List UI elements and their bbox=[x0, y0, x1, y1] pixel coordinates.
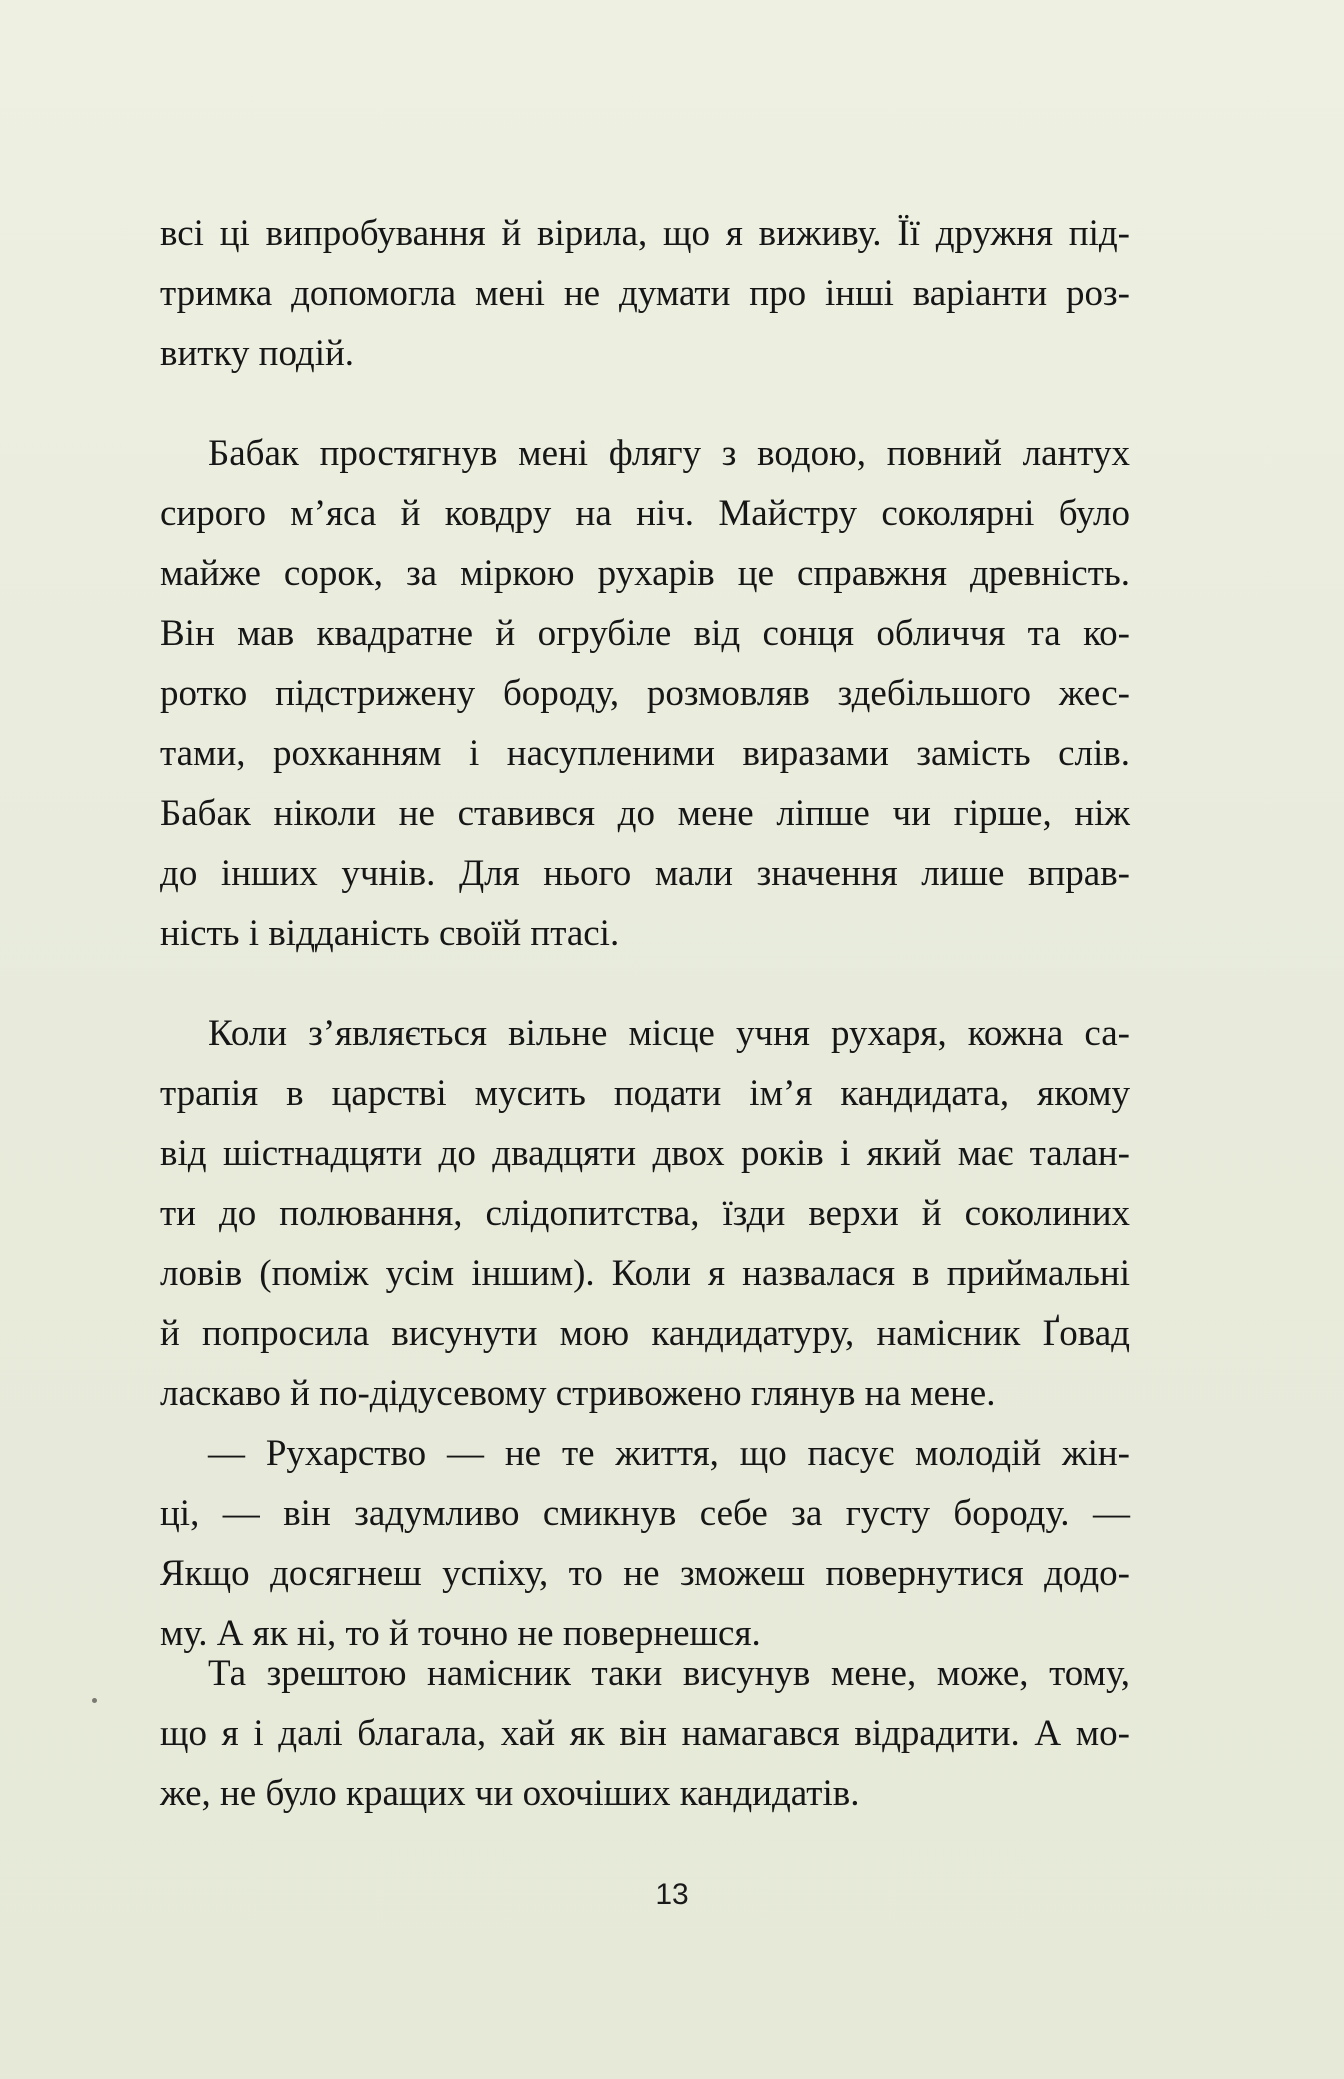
text-line: й попросила висунути мою кандидатуру, намісник Ґовад bbox=[160, 1313, 1130, 1354]
text-line: Бабак ніколи не ставився до мене ліпше чи гірше, ніж bbox=[160, 793, 1130, 834]
paragraph-first-line: Бабак простягнув мені флягу з водою, повний лантух bbox=[208, 433, 1130, 474]
text-line: що я і далі благала, хай як він намагався відрадити. А мо- bbox=[160, 1713, 1130, 1754]
paragraph-first-line: Коли з’являється вільне місце учня рухаря, кожна са- bbox=[208, 1013, 1130, 1054]
text-line: му. А як ні, то й точно не повернешся. bbox=[160, 1613, 761, 1654]
text-line: тами, рохканням і насупленими виразами замість слів. bbox=[160, 733, 1130, 774]
text-line: ротко підстрижену бороду, розмовляв здебільшого жес- bbox=[160, 673, 1130, 714]
text-line: майже сорок, за міркою рухарів це справжня древність. bbox=[160, 553, 1130, 594]
text-line: ці, — він задумливо смикнув себе за густу бороду. — bbox=[160, 1493, 1130, 1534]
text-line: витку подій. bbox=[160, 333, 355, 374]
dialogue-line: — Рухарство — не те життя, що пасує молодій жін- bbox=[208, 1433, 1130, 1474]
text-line: ловів (поміж усім іншим). Коли я назвалася в приймальні bbox=[160, 1253, 1130, 1294]
text-line: ність і відданість своїй птасі. bbox=[160, 913, 620, 954]
text-line: тримка допомогла мені не думати про інші варіанти роз- bbox=[160, 273, 1130, 314]
text-line: трапія в царстві мусить подати ім’я кандидата, якому bbox=[160, 1073, 1130, 1114]
text-line: же, не було кращих чи охочіших кандидатів. bbox=[160, 1773, 860, 1814]
text-line: ласкаво й по-дідусевому стривожено глянув на мене. bbox=[160, 1373, 996, 1414]
text-line: до інших учнів. Для нього мали значення лише вправ- bbox=[160, 853, 1130, 894]
ink-speck bbox=[92, 1698, 97, 1703]
text-line: Якщо досягнеш успіху, то не зможеш повернутися додо- bbox=[160, 1553, 1130, 1594]
text-line: від шістнадцяти до двадцяти двох років і який має талан- bbox=[160, 1133, 1130, 1174]
page-number: 13 bbox=[655, 1878, 689, 1911]
text-line: сирого м’яса й ковдру на ніч. Майстру соколярні було bbox=[160, 493, 1130, 534]
text-line: всі ці випробування й вірила, що я виживу. Її дружня під- bbox=[160, 213, 1130, 254]
paragraph-first-line: Та зрештою намісник таки висунув мене, може, тому, bbox=[208, 1653, 1130, 1694]
text-line: Він мав квадратне й огрубіле від сонця обличчя та ко- bbox=[160, 613, 1130, 654]
text-line: ти до полювання, слідопитства, їзди верхи й соколиних bbox=[160, 1193, 1130, 1234]
